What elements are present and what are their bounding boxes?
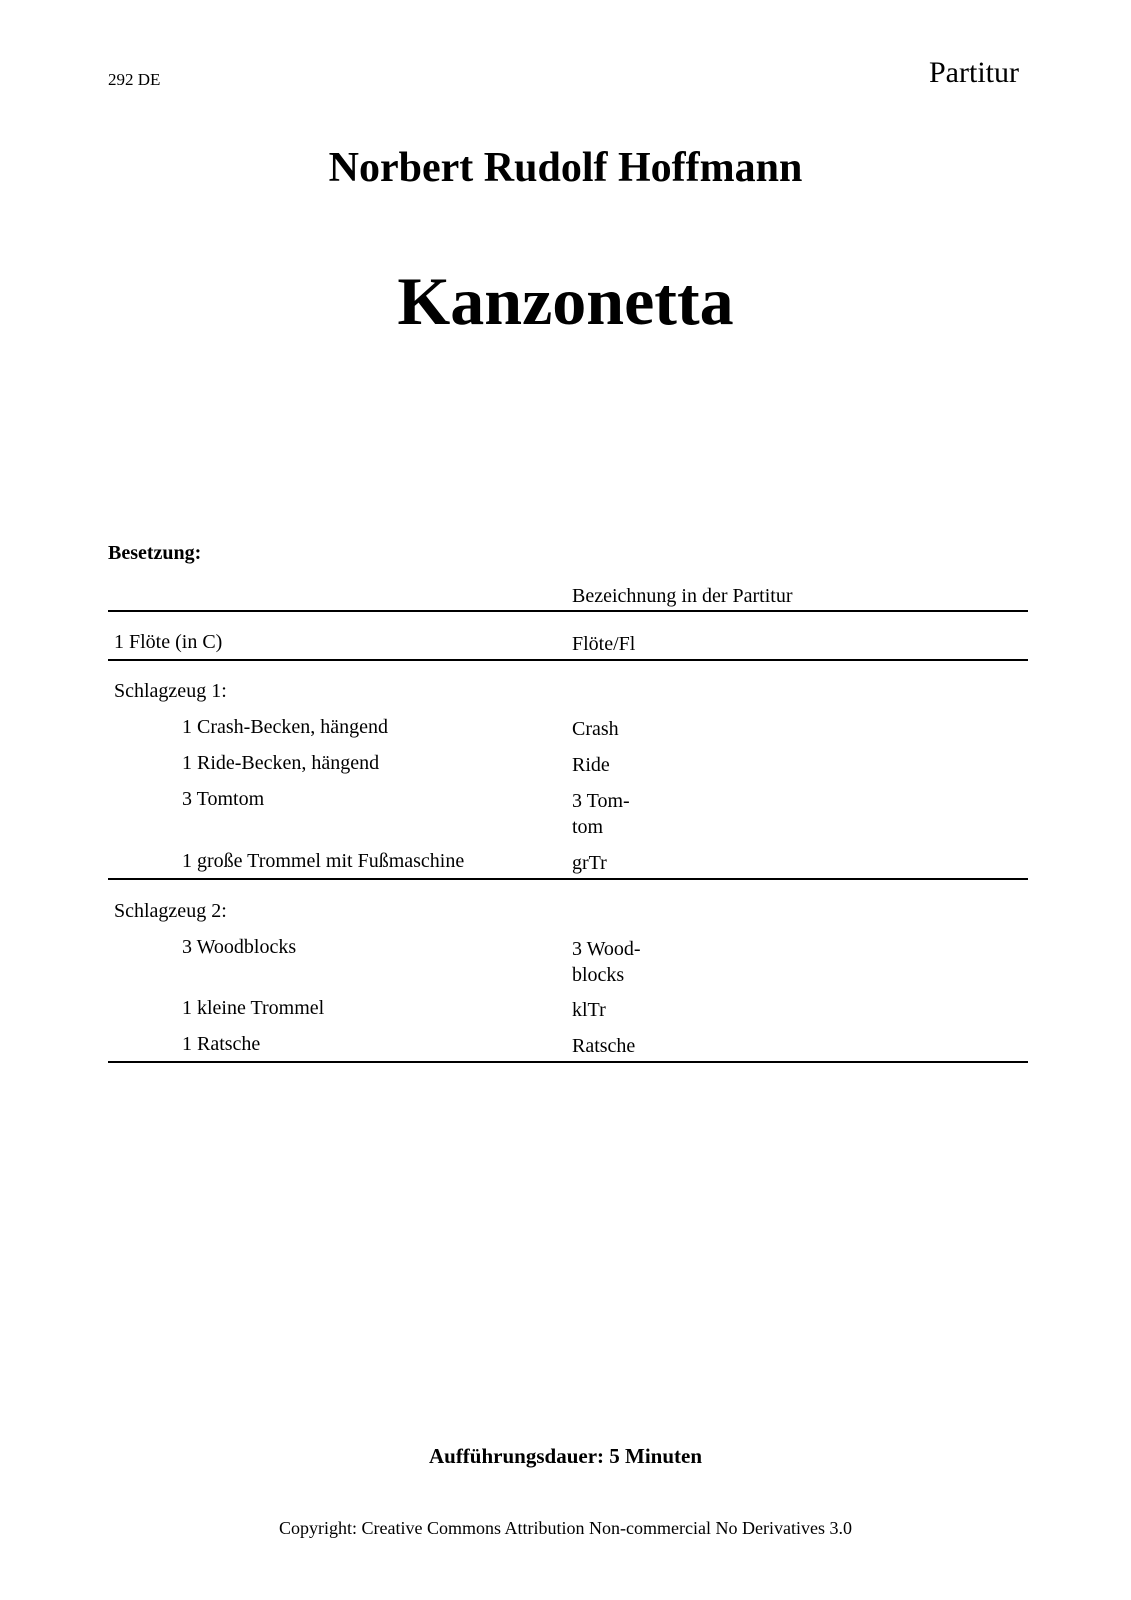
instrument-abbr: Ride: [572, 754, 610, 776]
performance-duration: Aufführungsdauer: 5 Minuten: [428, 1444, 703, 1468]
instrument-name: 3 Tomtom: [182, 788, 265, 810]
instrument-name: 1 kleine Trommel: [182, 997, 325, 1019]
composer-name: Norbert Rudolf Hoffmann: [328, 145, 803, 191]
instrument-name: 1 Crash-Becken, hängend: [182, 716, 389, 738]
abbr-line: 3 Tom-: [572, 790, 630, 812]
abbr-line: tom: [572, 816, 604, 838]
instrumentation-heading: Besetzung:: [108, 542, 202, 564]
instrument-abbr: Ratsche: [572, 1035, 636, 1057]
document-id: 292 DE: [108, 70, 161, 89]
instrument-abbr: Flöte/Fl: [572, 633, 636, 655]
table-rule: [108, 878, 1028, 880]
piece-title: Kanzonetta: [397, 263, 734, 339]
instrument-abbr: grTr: [572, 852, 607, 874]
instrument-abbr: Crash: [572, 718, 619, 740]
instrument-name: 1 große Trommel mit Fußmaschine: [182, 850, 465, 872]
score-label: Partitur: [929, 56, 1019, 89]
table-rule: [108, 610, 1028, 612]
instrument-abbr: klTr: [572, 999, 606, 1021]
instrument-name: 3 Woodblocks: [182, 936, 297, 958]
instrument-abbr: [572, 788, 630, 840]
table-rule: [108, 1061, 1028, 1063]
instrument-name: 1 Ratsche: [182, 1033, 261, 1055]
column-header: Bezeichnung in der Partitur: [572, 585, 793, 607]
group-label: Schlagzeug 2:: [114, 900, 227, 922]
copyright-notice: Copyright: Creative Commons Attribution Non-commercial No Derivatives 3.0: [279, 1518, 852, 1538]
instrument-name: 1 Ride-Becken, hängend: [182, 752, 380, 774]
group-label: Schlagzeug 1:: [114, 680, 227, 702]
instrument-name: 1 Flöte (in C): [114, 631, 223, 653]
instrument-abbr: [572, 936, 641, 988]
abbr-line: 3 Wood-: [572, 938, 641, 960]
table-rule: [108, 659, 1028, 661]
abbr-line: blocks: [572, 964, 625, 986]
